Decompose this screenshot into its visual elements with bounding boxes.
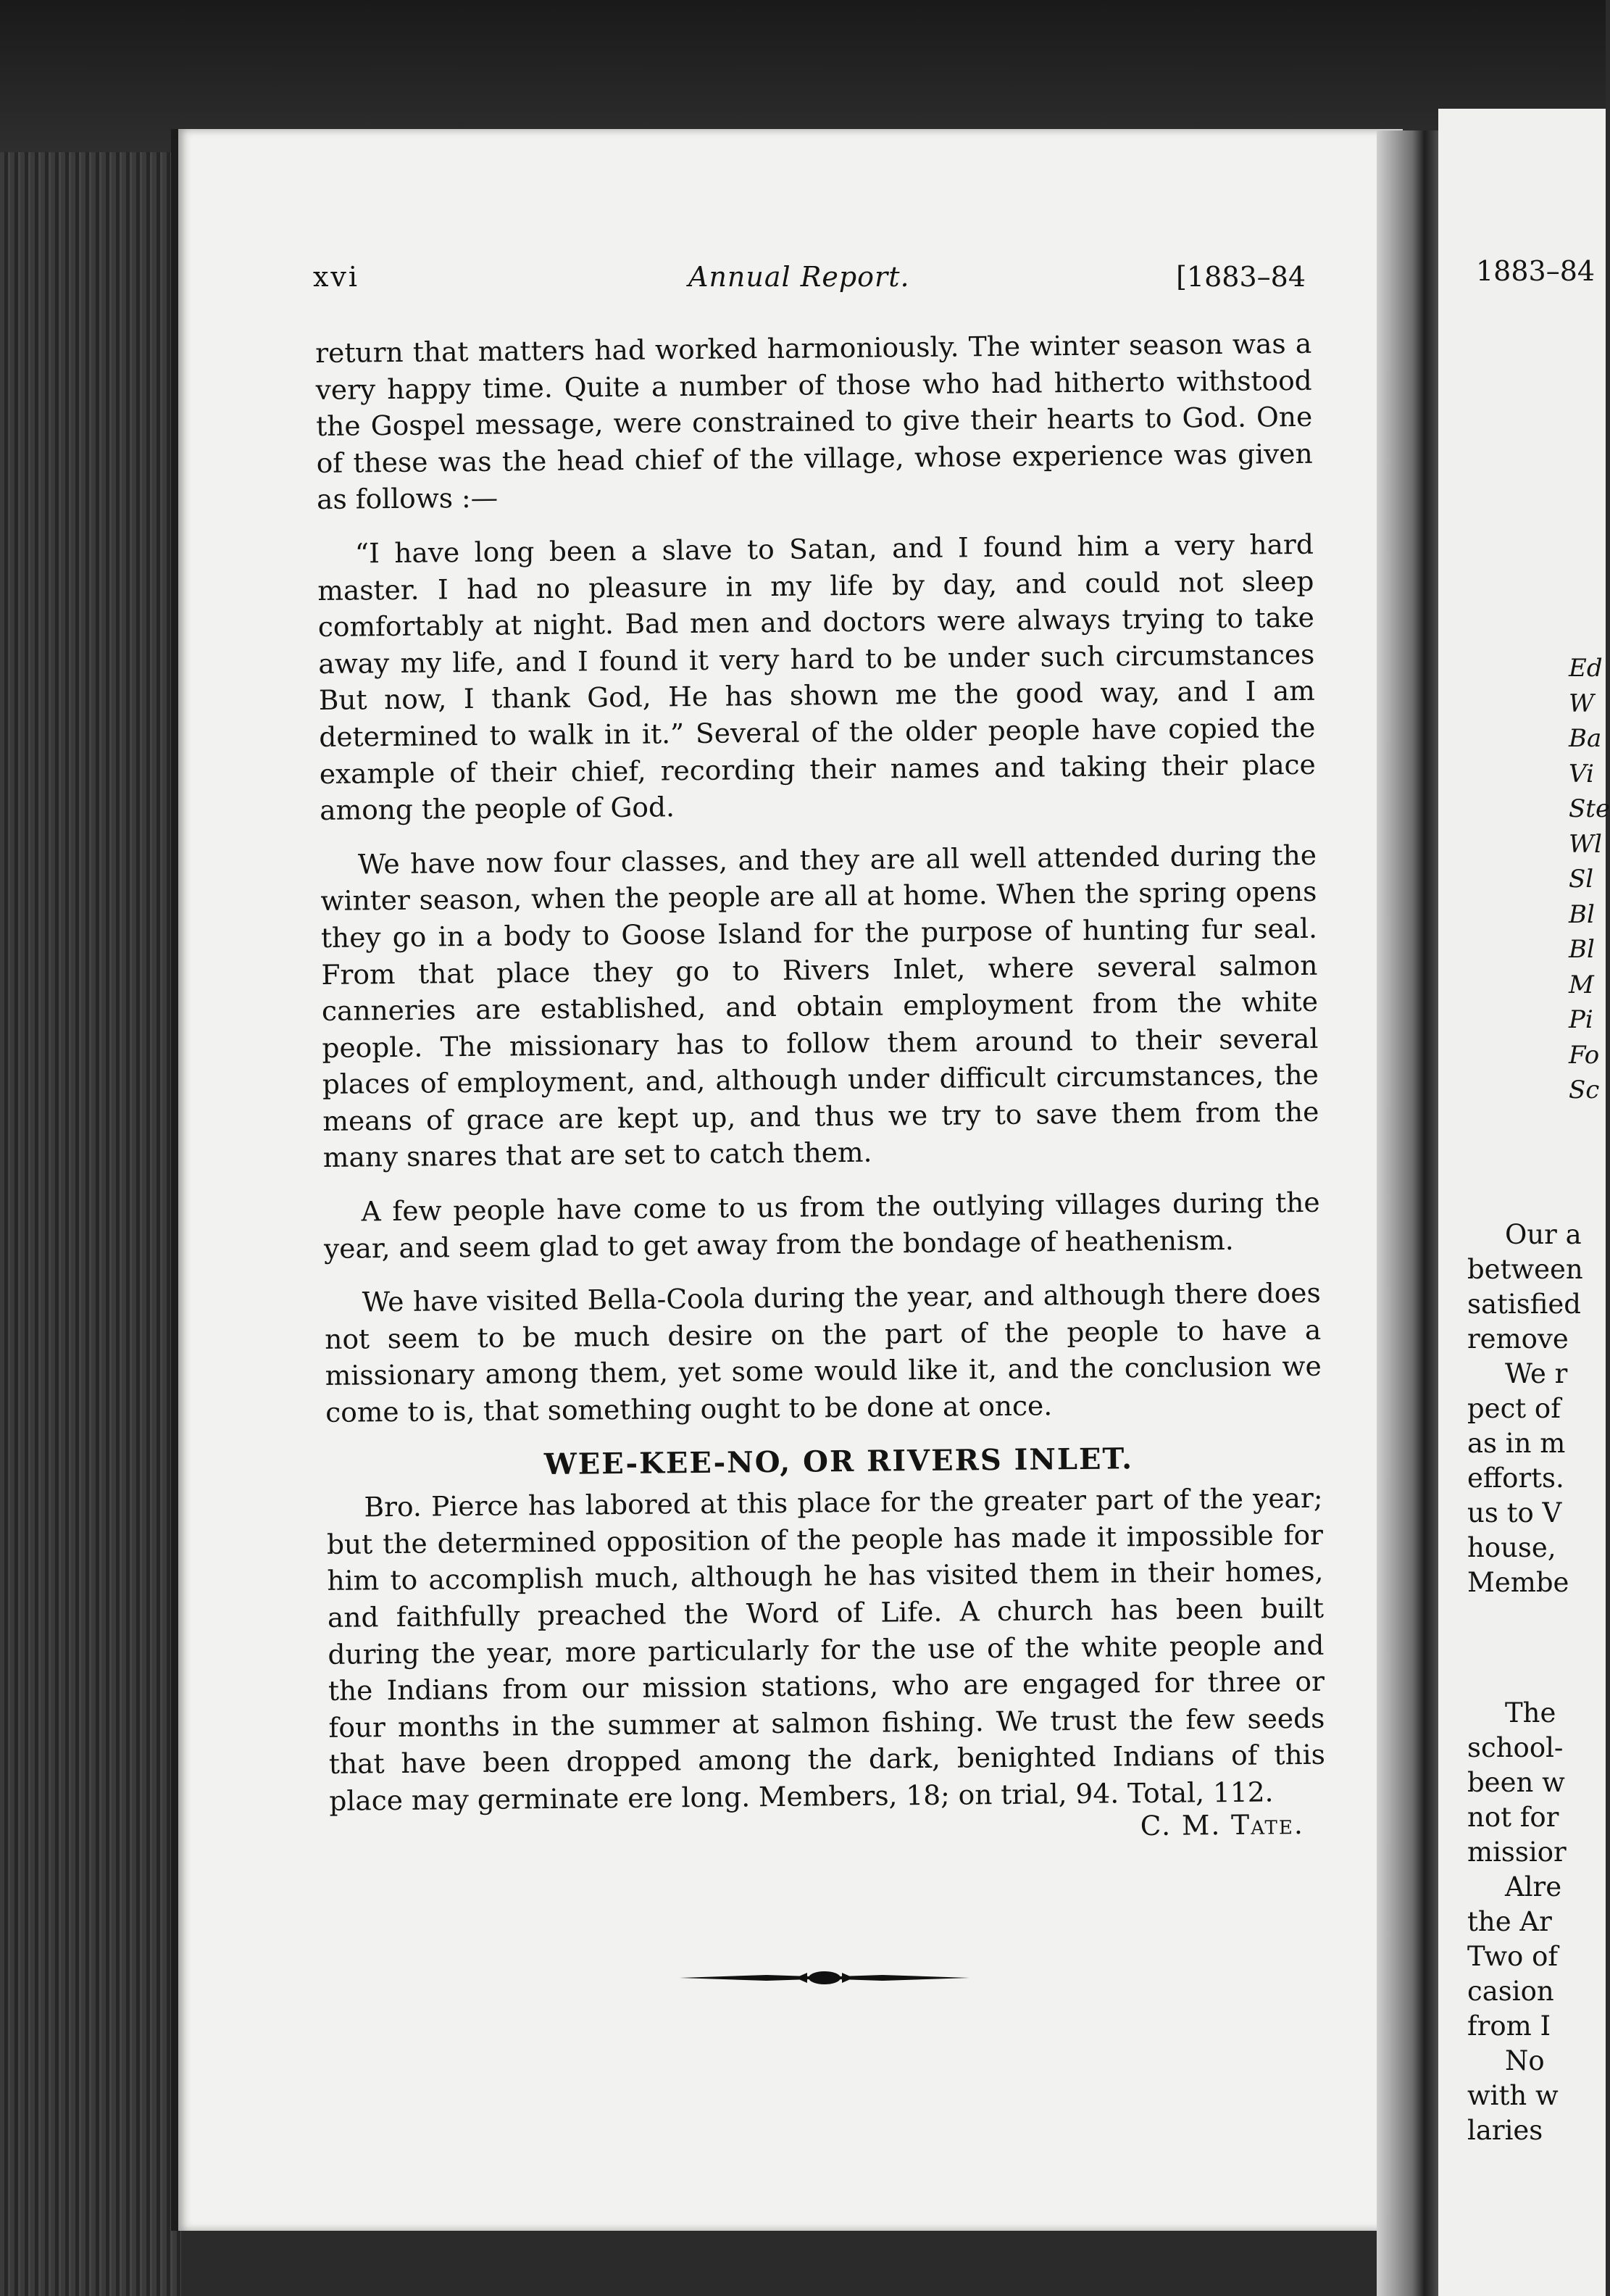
list-item: Bl [1569, 935, 1595, 964]
left-page-body [315, 325, 1326, 1852]
book-page-edges [0, 152, 181, 2296]
list-item: Wl [1569, 829, 1602, 859]
list-item: Fo [1569, 1040, 1600, 1070]
text-fragment: as in m [1467, 1428, 1566, 1459]
list-item: Ed [1569, 654, 1603, 683]
paragraph: return that matters had worked harmoniously. The winter season was a very happy time. Quite a number of those who had hitherto withstood the Gospel message, were constrained to give their hearts to God. One of these was the head chief of the village, whose experience was given as follows :— [315, 327, 1313, 516]
text-fragment: been w [1467, 1767, 1565, 1798]
text-fragment: missior [1467, 1837, 1567, 1868]
text-fragment: casion [1467, 1976, 1554, 2007]
text-fragment: Two of [1467, 1941, 1559, 1972]
text-fragment: with w [1467, 2080, 1559, 2111]
text-fragment-block [1467, 1696, 1567, 2148]
list-item: Ba [1569, 724, 1602, 753]
paragraph: A few people have come to us from the outlying villages during the year, and seem glad to get away from the bondage of heathenism. [323, 1186, 1320, 1265]
section-heading: WEE-KEE-NO, OR RIVERS INLET. [543, 1441, 1134, 1481]
running-title: Annual Report. [688, 261, 910, 293]
ornament-divider-icon [680, 1967, 969, 1989]
list-item: Sl [1569, 865, 1594, 894]
list-item: Ste [1569, 794, 1610, 823]
text-fragment: the Ar [1467, 1906, 1552, 1937]
text-fragment: between [1467, 1254, 1583, 1285]
list-item: M [1569, 970, 1594, 999]
text-fragment: pect of [1467, 1393, 1561, 1424]
list-item: Pi [1569, 1005, 1593, 1034]
paragraph: We have visited Bella-Coola during the year, and although there does not seem to be much desire on the part of the people to have a missionary among them, yet some would like it, and the conclusion we come to is, that something ought to be done at once. [325, 1276, 1322, 1428]
text-fragment: remove [1467, 1323, 1569, 1355]
italic-list [1569, 651, 1610, 1108]
text-fragment: Membe [1467, 1567, 1569, 1598]
running-header [313, 261, 1306, 304]
text-fragment: school- [1467, 1732, 1564, 1763]
text-fragment: Our a [1505, 1219, 1582, 1250]
text-fragment: satisfied [1467, 1289, 1581, 1320]
text-fragment: We r [1505, 1358, 1568, 1389]
text-fragment: No [1505, 2045, 1545, 2076]
section-paragraph: Bro. Pierce has labored at this place for the greater part of the year; but the determined opposition of the people has made it impossible for him to accomplish much, although he has visited them in their homes, and faithfully preached the Word of Life. A church has been built during the year, more particularly for the use of the white people and the Indians from our mission stations, who are engaged for three or four months in the summer at salmon fishing. We trust the few seeds that have been dropped among the dark, benighted Indians of this place may germinate ere long. Members, 18; on trial, 94. Total, 112. [326, 1481, 1326, 1817]
list-item: Bl [1569, 899, 1595, 929]
text-fragment: laries [1467, 2115, 1543, 2146]
text-fragment: house, [1467, 1532, 1556, 1563]
list-item: Vi [1569, 759, 1594, 789]
text-fragment-block [1467, 1218, 1583, 1600]
list-item: Sc [1569, 1076, 1600, 1105]
quoted-paragraph: “I have long been a slave to Satan, and I found him a very hard master. I had no pleasure in my life by day, and could not sleep comfortably at night. Bad men and doctors were always trying to take away my life, and I found it very hard to be under such circumstances But now, I thank God, He has shown me the good way, and I am determined to walk in it.” Several of the older people have copied the example of their chief, recording their names and taking their place among the people of God. [317, 528, 1316, 827]
signature: C. M. Tate. [1140, 1808, 1304, 1842]
text-fragment: us to V [1467, 1497, 1562, 1528]
paragraph: We have now four classes, and they are all well attended during the winter season, when the people are all at home. When the spring opens they go in a body to Goose Island for the purpose of hunting fur seal. From that place they go to Rivers Inlet, where several salmon canneries are established, and obtain employment from the white people. The missionary has to follow them around to their several places of employment, and, although under difficult circumstances, the means of grace are kept up, and thus we try to save them from the many snares that are set to catch them. [320, 839, 1319, 1174]
text-fragment: efforts. [1467, 1463, 1564, 1494]
text-fragment: not for [1467, 1802, 1559, 1833]
right-header-year: 1883–84 [1476, 255, 1596, 287]
text-fragment: from I [1467, 2010, 1551, 2042]
page-number: xvi [313, 261, 360, 293]
text-fragment: Alre [1505, 1871, 1562, 1902]
text-fragment: The [1505, 1697, 1556, 1729]
header-year: [1883–84 [1176, 261, 1306, 293]
list-item: W [1569, 689, 1594, 718]
right-page [1438, 109, 1610, 2296]
